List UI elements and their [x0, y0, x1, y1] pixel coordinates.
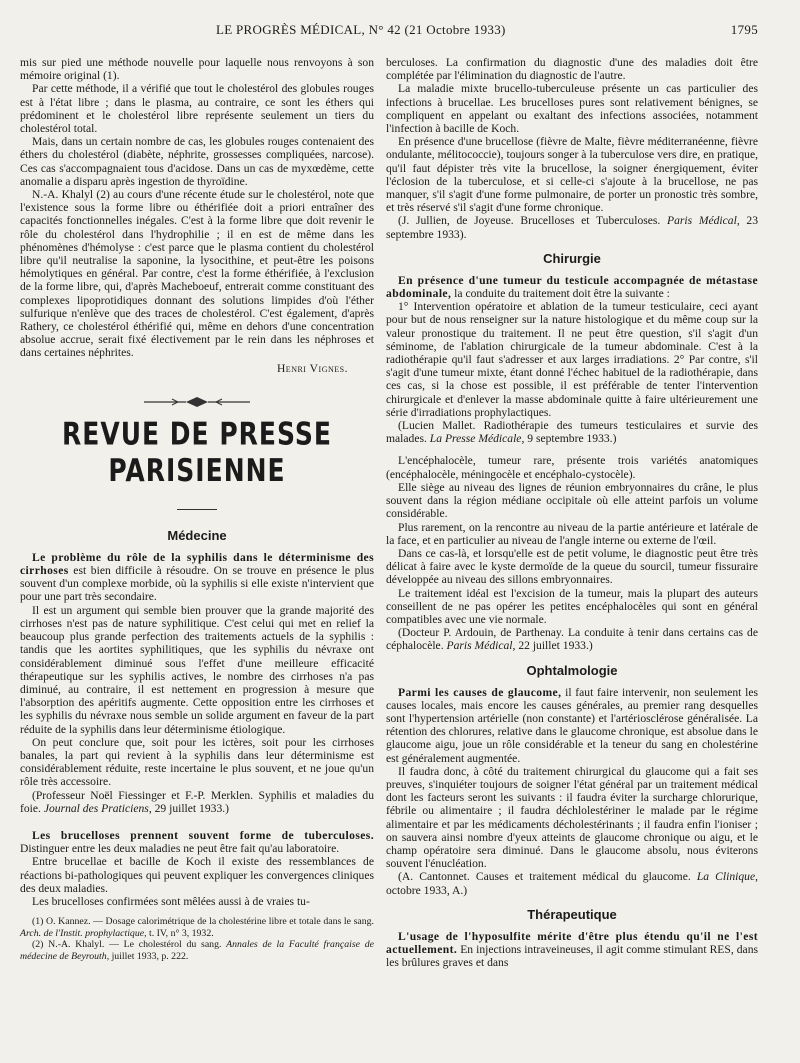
paragraph: En présence d'une brucellose (fièvre de Malte, fièvre méditerranéenne, fièvre ondulante, mélitococcie), toujours songer à la tuberculose vers dire, en pratique, qu'il faut dépister très vite la brucellose, la soigner énergiquement, éviter l'éclosion de la tuberculose, et si celle-ci s'ajoute à la brucellose, ne pas manquer, s'il s'agit d'une forme pulmonaire, de porter un pronostic très sombre, et très réservé s'il s'agit d'une forme chronique.	[386, 135, 758, 215]
paragraph: Le problème du rôle de la syphilis dans le déterminisme des cirrhoses est bien difficile à résoudre. On se trouve en présence le plus souvent d'un complexe morbide, où la syphilis si elle existe n'intervient que pour une part très secondaire.	[20, 550, 374, 604]
paragraph: En présence d'une tumeur du testicule accompagnée de métastase abdominale, la conduite du traitement doit être la suivante :	[386, 273, 758, 301]
section-title-chirurgie: Chirurgie	[543, 250, 601, 266]
paragraph: Plus rarement, on la rencontre au niveau de la partie antérieure et latérale de la face, et en particulier au niveau de l'angle interne ou externe de l'œil.	[386, 520, 758, 547]
paragraph: Il faudra donc, à côté du traitement chirurgical du glaucome qui a fait ses preuves, s'inquiéter toujours de soigner l'état général par un traitement médical dont les facteurs seront les suivants : il faudra éviter la surcharge chlorurique, fébrile ou alimentaire ; il faudra déchlolestériner le malade par le régime alimentaire et par les médicaments décholestérinants ; il faudra enfin l'ioniser ; on sauvera ainsi nombre d'yeux atteints de glaucome chronique ou aigu, et le champ opératoire sera diminué. Dans le glaucome absolu, nous éviterons souvent l'énucléation.	[386, 764, 758, 871]
left-column	[20, 56, 374, 963]
divider-rule	[177, 509, 217, 510]
footnote: (1) O. Kannez. — Dosage calorimétrique de la cholestérine libre et totale dans le sang. Arch. de l'Instit. prophylactique, t. IV, n° 3, 1932.	[20, 916, 374, 939]
paragraph: Mais, dans un certain nombre de cas, les globules rouges contenaient des éthers du cholestérol (diabète, néphrite, grossesses compliquées, narcose). Ces cas s'accompagnaient tous d'acidose. Dans un cas de myxœdème, cette anomalie a disparu après ingestion de thyroïdine.	[20, 135, 374, 188]
paragraph: N.-A. Khalyl (2) au cours d'une récente étude sur le cholestérol, note que l'existence sous la forme libre ou éthérifiée doit a priori entraîner des capacités fonctionnelles inégales. C'est à la forme libre que doit revenir le rôle du cholestérol dans l'hydrophilie ; il en est de même dans les phénomènes d'hémolyse : c'est parce que le plasma contient du cholestérol libre qu'il neutralise la saponine, la lysocithine, et peut-être les poisons hémolytiques en général. Par contre, c'est la forme éthérifiée, à l'exclusion de la forme libre, qui, d'après Macheboeuf, entrerait comme constituant des complexes lipoprotidiques donnant des solutions limpides d'où l'éther sulfurique n'enlève que des traces de cholestérol. C'est également, d'après Rathery, ce cholestérol éthérifié qui, même en dehors d'une concentration absolue accrue, serait fixé électivement par le rein dans les néphroses et dans certaines néphrites.	[20, 188, 374, 360]
reference: (Docteur P. Ardouin, de Parthenay. La conduite à tenir dans certains cas de céphalocèle. Paris Médical, 22 juillet 1933.)	[386, 626, 758, 653]
reference: (J. Jullien, de Joyeuse. Brucelloses et Tuberculoses. Paris Médical, 23 septembre 1933).	[386, 214, 759, 241]
paragraph: 1° Intervention opératoire et ablation de la tumeur testiculaire, ceci ayant pour but de nous renseigner sur la nature histologique et du même coup sur la valeur pronostique du traitement. Il ne peut être question, s'il s'agit d'un séminome, de l'ablation chirurgicale de la tumeur abdominale. C'est à la radiothérapie qu'il faut s'adresser et aux larges irradiations. 2° Par contre, s'il s'agit d'une tumeur mixte, étant donné l'échec habituel de la radiothérapie, dans ces cas, si la chose est possible, il est préférable de tenter l'intervention chirurgicale et d'enlever la masse abdominale quitte à faire ultérieurement une série d'irradiations prophylactiques.	[386, 300, 758, 419]
paragraph: On peut conclure que, soit pour les ictères, soit pour les cirrhoses banales, la part qui revient à la syphilis dans leur déterminisme est considérablement réduite, reste incertaine le plus souvent, et ne joue qu'un rôle très accessoire.	[20, 735, 374, 789]
paragraph: mis sur pied une méthode nouvelle pour laquelle nous renvoyons à son mémoire original (1).	[20, 56, 374, 83]
paragraph: L'usage de l'hyposulfite mérite d'être plus étendu qu'il ne l'est actuellement. En injections intraveineuses, il agit comme stimulant RES, dans les brûlures graves et dans	[386, 929, 758, 970]
author-signature: Henri Vignes.	[276, 361, 348, 375]
paragraph: Dans ce cas-là, et lorsqu'elle est de petit volume, le diagnostic peut être très délicat à faire avec le kyste dermoïde de la queue du sourcil, tumeur fissuraire développée au niveau des sillons embryonnaires.	[386, 546, 758, 587]
reference: (Professeur Noël Fiessinger et F.-P. Merklen. Syphilis et maladies du foie. Journal des Praticiens, 29 juillet 1933.)	[20, 788, 374, 815]
paragraph: Le traitement idéal est l'excision de la tumeur, mais la plupart des auteurs conseillent de ne pas opérer les petites encéphalocèles qui sont en général compatibles avec une vie normale.	[386, 586, 758, 626]
paragraph: Il est un argument qui semble bien prouver que la grande majorité des cirrhoses n'est pas de nature syphilitique. C'est celui qui met en relief la beaucoup plus grande perfection des traitements actuels de la syphilis : tandis que les aortites syphilitiques, que les syphilis du névraxe ont considérablement diminué sous l'effet d'une meilleure efficacité thérapeutique sur les syphilis actives, le nombre des cirrhoses n'a pas diminué, au contraire, il est nettement en progression à mesure que l'absorption des apéritifs augmente. Cette opposition entre les cirrhoses et les syphilis du névraxe nous semble un solide argument en faveur de la part réduite de la syphilis dans leur déterminisme étiologique.	[20, 603, 374, 736]
footnotes	[20, 916, 374, 962]
paragraph: L'encéphalocèle, tumeur rare, présente trois variétés anatomiques (encéphalocèle, méningocèle et encéphalo-cystocèle).	[386, 454, 758, 481]
journal-title: LE PROGRÈS MÉDICAL, N° 42 (21 Octobre 1933)	[216, 22, 506, 37]
reference: (A. Cantonnet. Causes et traitement médical du glaucome. La Clinique, octobre 1933, A.)	[386, 870, 758, 897]
section-title-medecine: Médecine	[167, 527, 227, 543]
page-number: 1795	[730, 22, 758, 37]
reference: (Lucien Mallet. Radiothérapie des tumeurs testiculaires et survie des malades. La Presse Médicale, 9 septembre 1933.)	[386, 419, 758, 446]
right-column	[386, 56, 758, 969]
ornament-divider	[142, 395, 252, 409]
paragraph: Parmi les causes de glaucome, il faut faire intervenir, non seulement les causes locales, mais encore les causes générales, au premier rang desquelles sont l'hypertension artérielle (non constante) et l'artériosclérose généralisée. La rétention des chlorures, relative dans le glaucome chronique, est absolue dans le glaucome aigu, joue un rôle considérable et la teneur du sang en cholestérine est généralement augmentée.	[386, 685, 759, 765]
paragraph: Entre brucellae et bacille de Koch il existe des ressemblances de réactions bi-pathologiques qui peuvent expliquer les convergences cliniques des deux maladies.	[20, 855, 374, 895]
paragraph: Les brucelloses confirmées sont mêlées aussi à de vraies tu-	[32, 894, 310, 908]
paragraph: Les brucelloses prennent souvent forme de tuberculoses. Distinguer entre les deux maladies ne peut être fait qu'au laboratoire.	[20, 828, 374, 856]
section-title-therapeutique: Thérapeutique	[527, 906, 617, 922]
section-banner: REVUE DE PRESSE PARISIENNE	[62, 415, 332, 489]
section-title-ophtalmologie: Ophtalmologie	[526, 662, 618, 678]
paragraph: La maladie mixte brucello-tuberculeuse présente un cas particulier des infections à brucellae. Les brucelloses pures sont relativement bénignes, se compliquent en appelant ou exaltant des infections associées, notamment l'infection à bacille de Koch.	[386, 82, 758, 136]
paragraph: Par cette méthode, il a vérifié que tout le cholestérol des globules rouges est à l'état libre ; dans le plasma, au contraire, ce sont les éthers qui prédominent et le cholestérol libre représente seulement un tiers du cholestérol total.	[20, 82, 374, 136]
page-header	[26, 22, 778, 42]
paragraph: Elle siège au niveau des lignes de réunion embryonnaires du crâne, le plus souvent dans la région médiane occipitale où elle atteint parfois un volume considérable.	[386, 480, 758, 521]
footnote: (2) N.-A. Khalyl. — Le cholestérol du sang. Annales de la Faculté française de médecine de Beyrouth, juillet 1933, p. 222.	[20, 939, 374, 962]
paragraph: berculoses. La confirmation du diagnostic d'une des maladies doit être complétée par l'élimination du diagnostic de l'autre.	[386, 56, 758, 83]
